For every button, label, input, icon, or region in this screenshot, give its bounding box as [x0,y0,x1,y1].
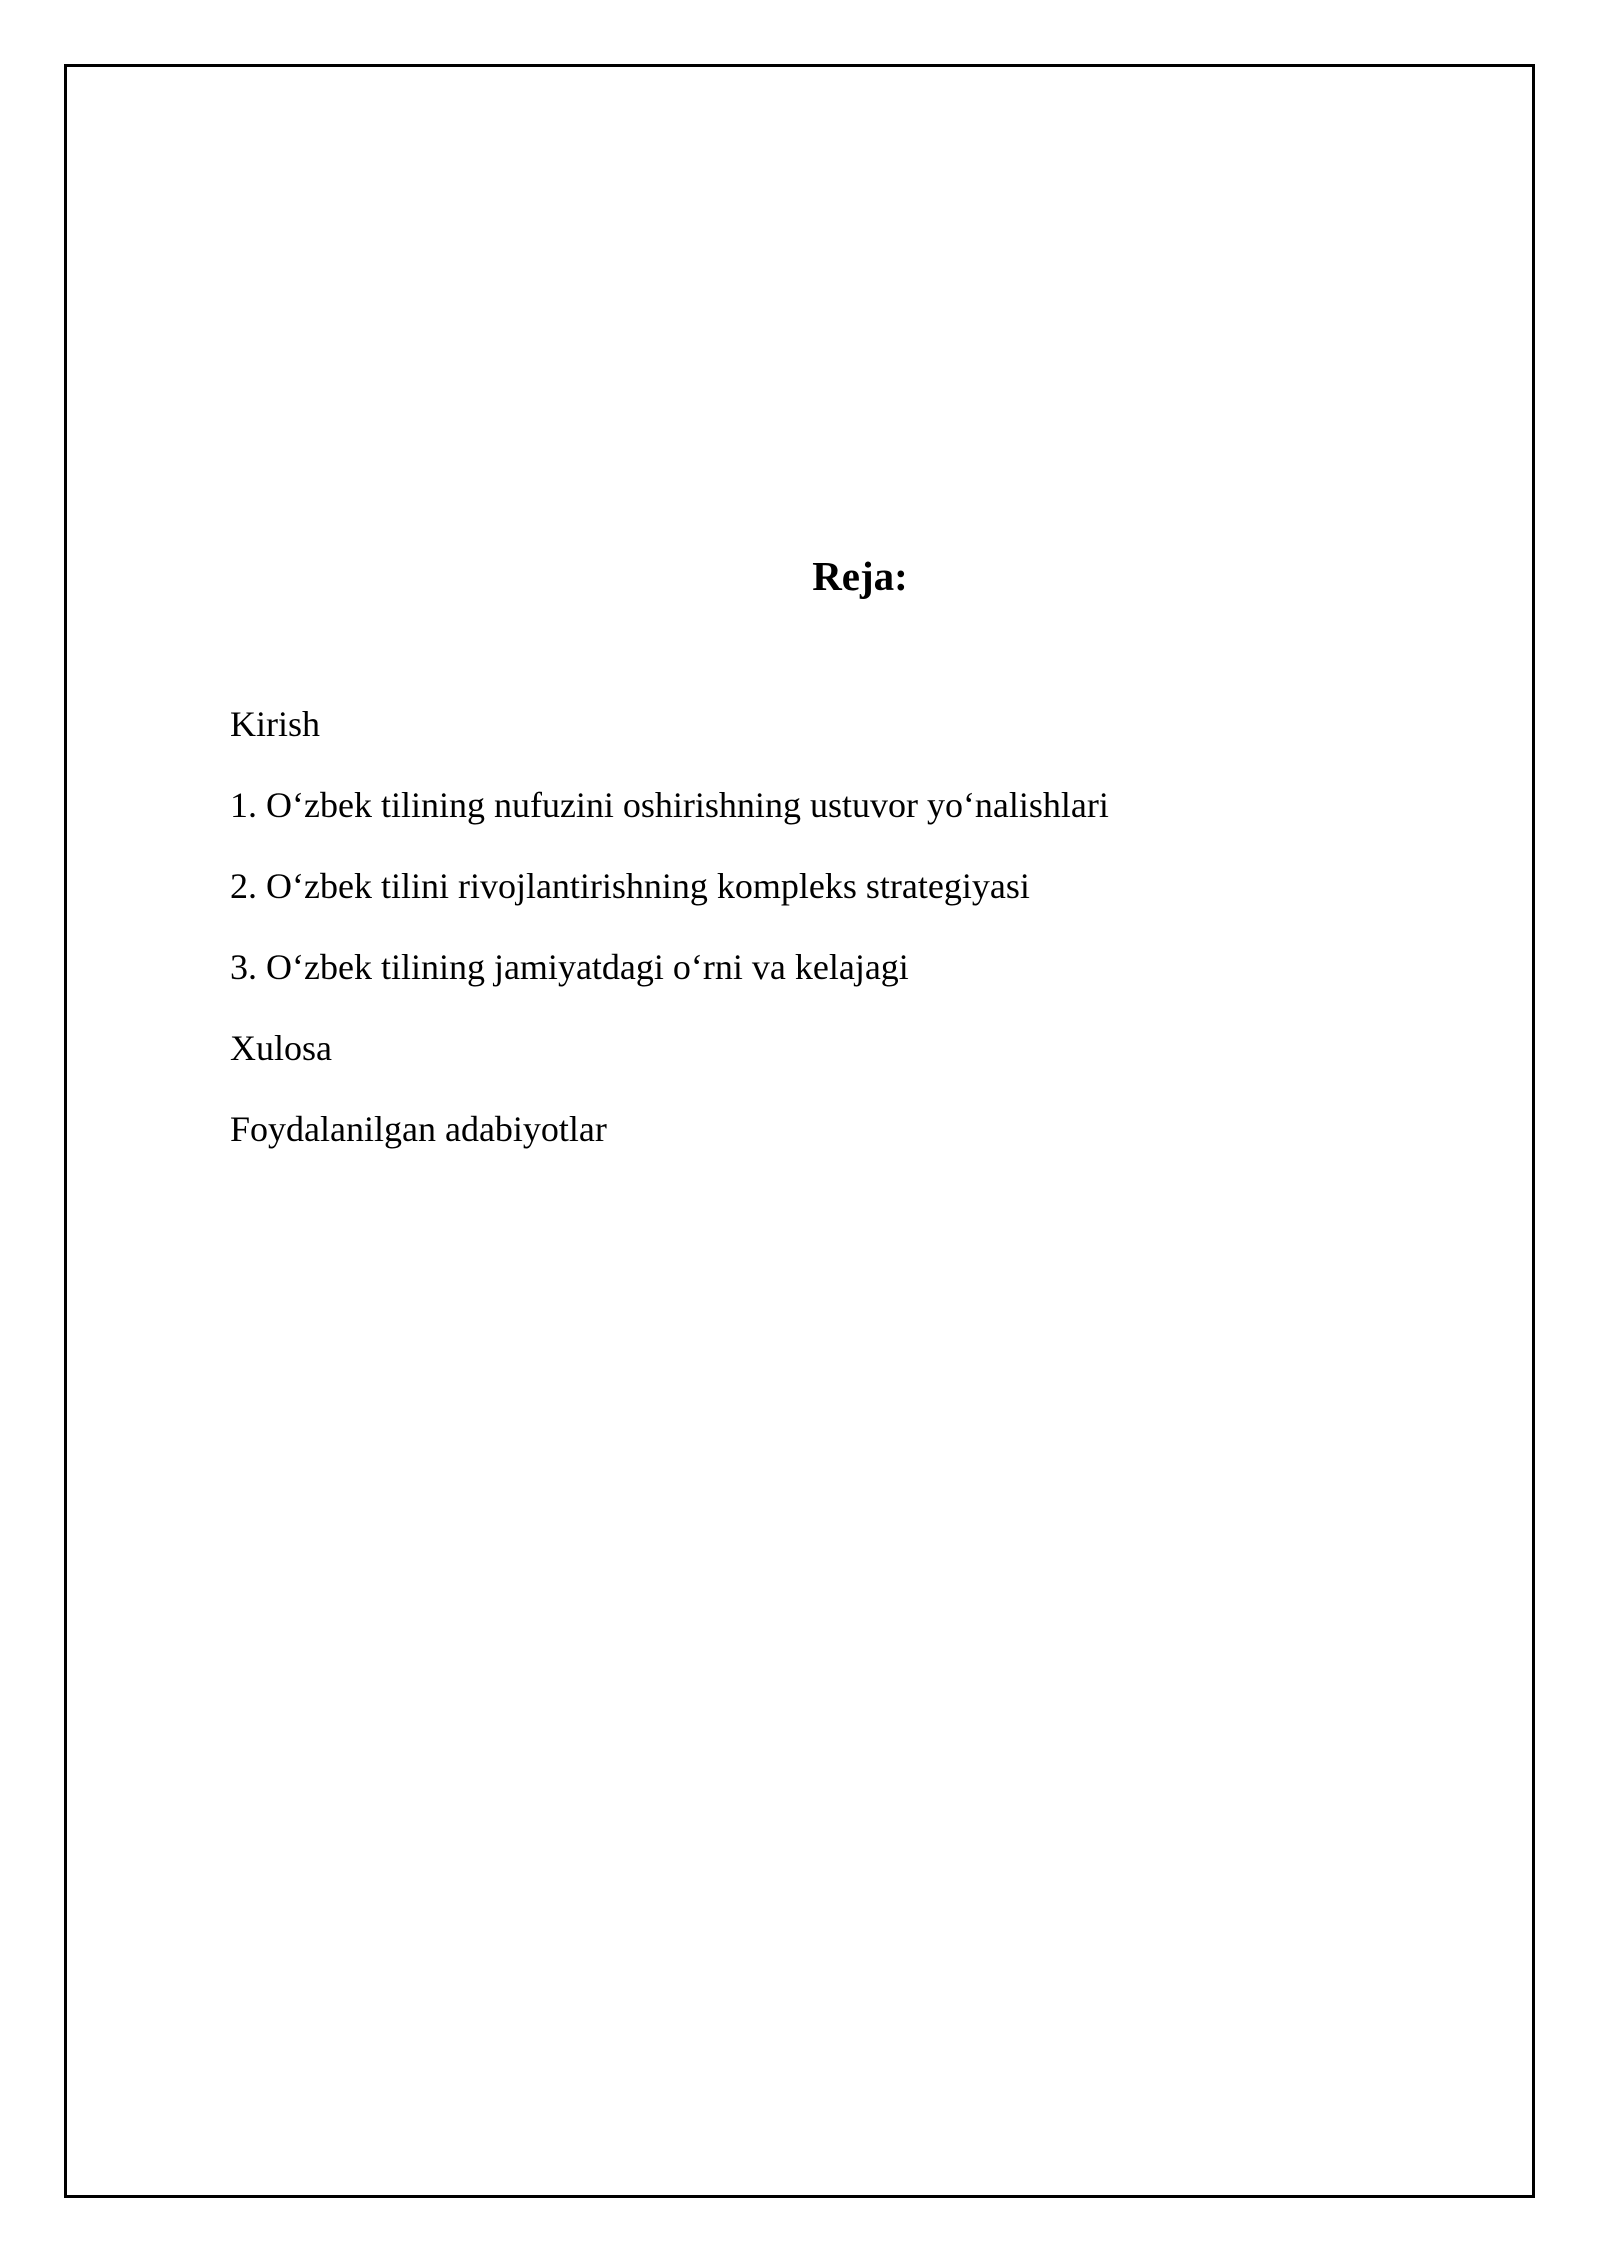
plan-item-references: Foydalanilgan adabiyotlar [230,1109,607,1149]
plan-item-conclusion: Xulosa [230,1028,332,1068]
plan-item-1: 1. O‘zbek tilining nufuzini oshirishning ustuvor yo‘nalishlari [230,785,1109,825]
plan-item-introduction: Kirish [230,704,320,744]
plan-title: Reja: [812,553,908,599]
plan-list [230,703,1109,1189]
plan-item-3: 3. O‘zbek tilining jamiyatdagi o‘rni va kelajagi [230,947,909,987]
plan-item-2: 2. O‘zbek tilini rivojlantirishning kompleks strategiyasi [230,866,1030,906]
